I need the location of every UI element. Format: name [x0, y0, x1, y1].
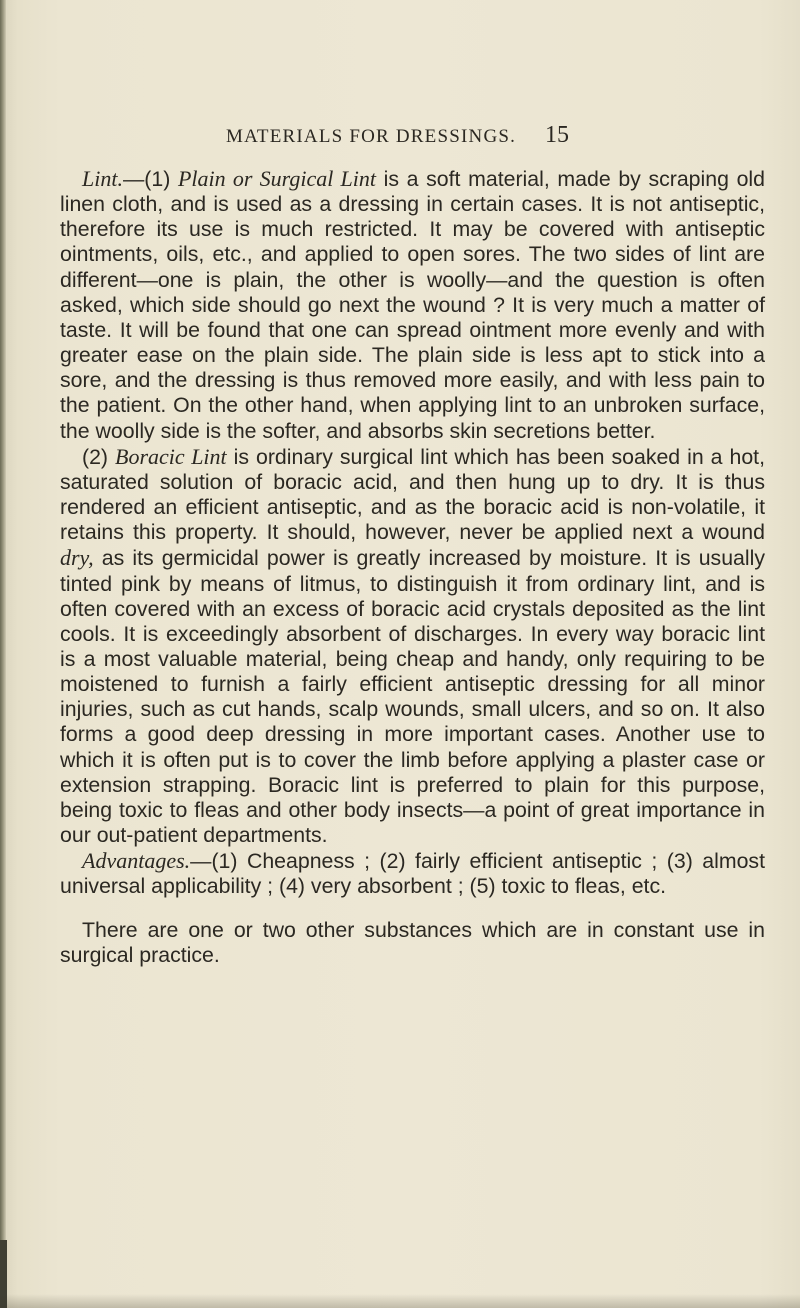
- boracic-lint-title: Boracic Lint: [115, 443, 227, 469]
- lint-heading: Lint.: [82, 166, 123, 191]
- page-bottom-shadow: [0, 1294, 800, 1308]
- closing-text: There are one or two other substances which are in constant use in surgical practice.: [60, 917, 765, 967]
- paragraph-closing: [60, 918, 765, 968]
- paragraph-advantages: [60, 848, 765, 899]
- advantages-text: —(1) Cheapness ; (2) fairly efficient antiseptic ; (3) almost universal applicability ; (4) very absorbent ; (5) toxic to fleas, etc.: [60, 849, 765, 899]
- paragraph-boracic-lint: [60, 444, 765, 849]
- boracic-text-b: as its germicidal power is greatly increased by moisture. It is usually tinted pink by means of litmus, to distinguish it from ordinary lint, and is often covered with an excess of boracic acid crystals deposited as the lint cools. It is exceedingly absorbent of discharges. In every way boracic lint is a most valuable material, being cheap and handy, only requiring to be moistened to furnish a fairly efficient antiseptic dressing for all minor injuries, such as cut hands, scalp wounds, small ulcers, and so on. It also forms a good deep dressing in more important cases. Another use to which it is often put is to cover the limb before applying a plaster case or extension strapping. Boracic lint is preferred to plain for this purpose, being toxic to fleas and other body insects—a point of great importance in our out-patient departments.: [60, 546, 765, 848]
- advantages-title: Advantages.: [82, 848, 191, 874]
- paragraph-plain-lint: [60, 166, 765, 444]
- dry-italic: dry,: [60, 545, 94, 571]
- boracic-text-a: is ordinary surgical lint which has been soaked in a hot, saturated solution of boracic acid, and then hung up to dry. It is thus rendered an efficient antiseptic, and as the boracic acid is non-volatile, it retains this property. It should, however, never be applied next a wound: [60, 444, 765, 545]
- body-text: [60, 166, 765, 968]
- lint-dash: —(1): [122, 167, 178, 191]
- boracic-number: (2): [82, 444, 115, 469]
- page-header: [0, 122, 800, 156]
- page-number: 15: [545, 122, 569, 148]
- running-head: MATERIALS FOR DRESSINGS.: [226, 126, 517, 147]
- plain-lint-title: Plain or Surgical Lint: [177, 166, 377, 191]
- plain-lint-text: is a soft material, made by scraping old linen cloth, and is used as a dressing in certain cases. It is not antiseptic, therefore its use is much restricted. It may be covered with antiseptic ointments, oils, etc., and applied to open sores. The two sides of lint are different—one is plain, the other is woolly—and the question is often asked, which side should go next the wound ? It is very much a matter of taste. It will be found that one can spread ointment more evenly and with greater ease on the plain side. The plain side is less apt to stick into a sore, and the dressing is thus removed more easily, and with less pain to the patient. On the other hand, when applying lint to an unbroken surface, the woolly side is the softer, and absorbs skin secretions better.: [60, 167, 765, 443]
- page-binding-edge: [0, 0, 6, 1308]
